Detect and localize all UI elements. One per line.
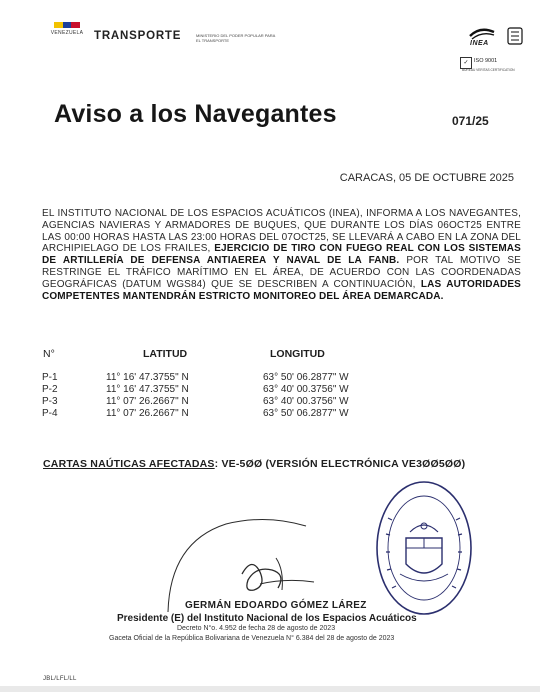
charts-label: CARTAS NAÚTICAS AFECTADAS bbox=[43, 458, 215, 470]
coord-table bbox=[42, 372, 372, 420]
page-title: Aviso a los Navegantes bbox=[54, 100, 337, 128]
body-text-1: EL INSTITUTO NACIONAL DE LOS ESPACIOS ACUÁTICOS (INEA), INFORMA A LOS NAVEGANTES, AGENCIAS NAVIERAS Y ARMADORES DE BUQUES, QUE DURANTE LOS DÍAS 06OCT25 ENTRE LAS 00:00 HORAS HASTA LAS 23:00 HORAS DEL 07OCT25, SE LLEVARÁ A CABO EN LA ZONA DEL ARCHIPIELAGO DE LOS FRAILES, bbox=[42, 208, 521, 255]
coord-lat: 11° 16' 47.3755" N bbox=[106, 372, 189, 383]
signatory-role: Presidente (E) del Instituto Nacional de los Espacios Acuáticos bbox=[117, 613, 417, 624]
venezuela-logo bbox=[48, 22, 86, 48]
coord-id: P-1 bbox=[42, 372, 58, 383]
coord-header-lat: LATITUD bbox=[143, 348, 188, 360]
table-row bbox=[42, 384, 372, 396]
coord-lon: 63° 50' 06.2877" W bbox=[263, 372, 349, 383]
ministry-name: TRANSPORTE bbox=[94, 30, 182, 42]
ministry-subtitle: MINISTERIO DEL PODER POPULAR PARA EL TRANSPORTE bbox=[196, 33, 276, 43]
signatory-gazette: Gaceta Oficial de la República Bolivariana de Venezuela N° 6.384 del 28 de agosto de 2023 bbox=[109, 635, 395, 642]
table-row bbox=[42, 408, 372, 420]
letterhead bbox=[0, 0, 540, 78]
coord-lon: 63° 40' 00.3756" W bbox=[263, 396, 349, 407]
body-bold-2: LAS AUTORIDADES COMPETENTES MANTENDRÁN ESTRICTO MONITOREO DEL ÁREA DEMARCADA. bbox=[42, 278, 521, 302]
coord-id: P-4 bbox=[42, 408, 58, 419]
notice-number: 071/25 bbox=[452, 114, 489, 128]
table-row bbox=[42, 396, 372, 408]
coord-id: P-3 bbox=[42, 396, 58, 407]
iso-certification bbox=[460, 55, 520, 77]
table-row bbox=[42, 372, 372, 384]
coord-lon: 63° 40' 00.3756" W bbox=[263, 384, 349, 395]
iso-label: ISO 9001 bbox=[474, 58, 498, 64]
coord-lat: 11° 07' 26.2667" N bbox=[106, 408, 189, 419]
charts-value: : VE-5ØØ (VERSIÓN ELECTRÓNICA VE3ØØ5ØØ) bbox=[214, 458, 466, 470]
check-icon: ✓ bbox=[460, 57, 472, 69]
body-text-2: POR TAL MOTIVO SE RESTRINGE EL TRÁFICO MARÍTIMO EN EL ÁREA, DE ACUERDO CON LAS COORDENADAS GEOGRÁFICAS (DATUM WGS84) QUE SE DESCRIBEN A CONTINUACIÓN, bbox=[42, 255, 521, 290]
coord-lat: 11° 16' 47.3755" N bbox=[106, 384, 189, 395]
iso-subtitle: BUREAU VERITAS CERTIFICATION bbox=[462, 68, 515, 72]
official-seal-icon bbox=[374, 478, 474, 618]
body-bold-1: EJERCICIO DE TIRO CON FUEGO REAL CON LOS SISTEMAS DE ARTILLERÍA DE DEFENSA ANTIAEREA Y NAVAL DE LA FANB. bbox=[42, 243, 521, 267]
coord-header-no: N° bbox=[43, 348, 55, 360]
flag-icon bbox=[54, 22, 80, 28]
footer-reference: JBL/LFL/LL bbox=[43, 676, 77, 682]
dateline: CARACAS, 05 DE OCTUBRE 2025 bbox=[339, 172, 514, 184]
coord-id: P-2 bbox=[42, 384, 58, 395]
venezuela-label: VENEZUELA bbox=[50, 30, 84, 36]
coord-lon: 63° 50' 06.2877" W bbox=[263, 408, 349, 419]
signatory-name: GERMÁN EDOARDO GÓMEZ LÁREZ bbox=[185, 600, 367, 611]
page-bottom-edge bbox=[0, 686, 540, 692]
coord-header-lon: LONGITUD bbox=[270, 348, 325, 360]
inea-logo-text: INEA bbox=[470, 40, 489, 47]
coord-lat: 11° 07' 26.2667" N bbox=[106, 396, 189, 407]
notice-body bbox=[42, 208, 521, 302]
affected-charts bbox=[43, 458, 465, 470]
signatory-decree: Decreto N°o. 4.952 de fecha 28 de agosto de 2023 bbox=[177, 625, 336, 632]
